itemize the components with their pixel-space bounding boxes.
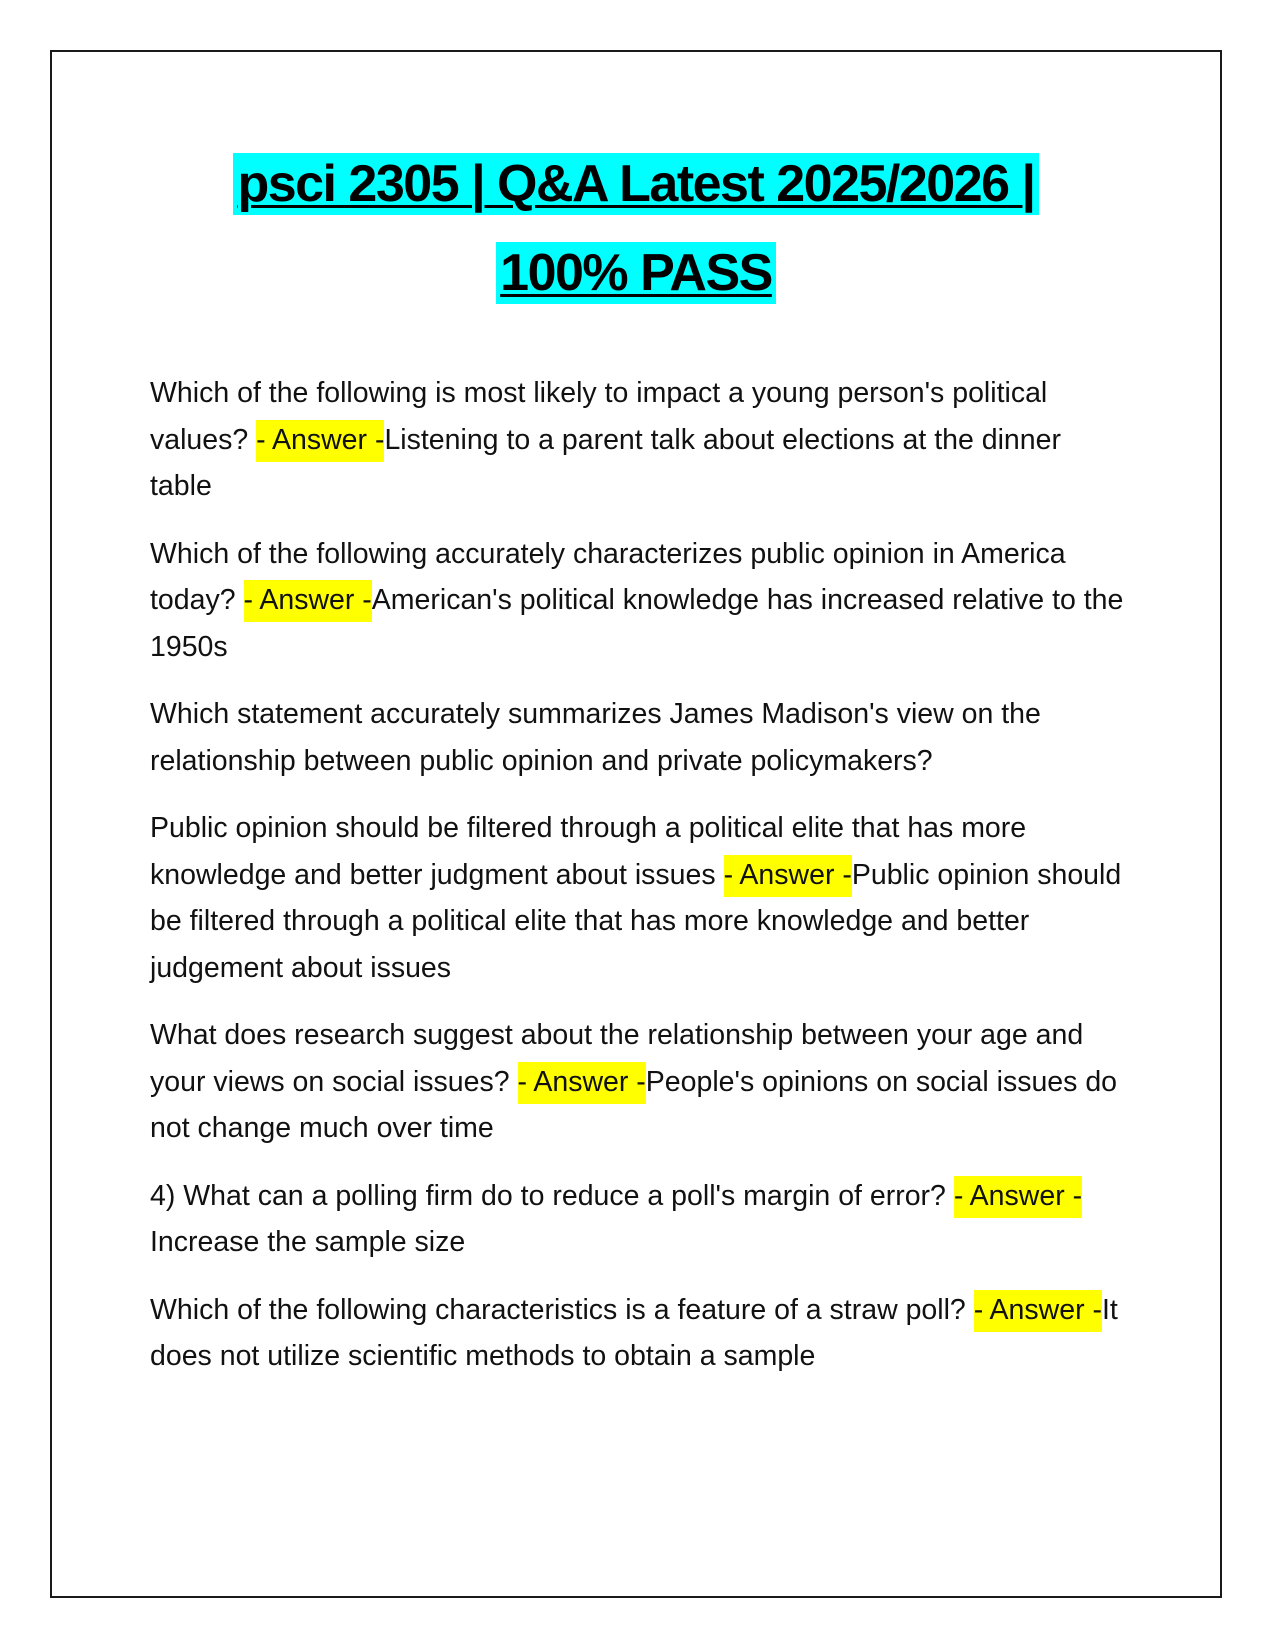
answer-text: People's opinions on social issues do not change much over time [150,1065,1118,1144]
answer-text: Public opinion should be filtered through a political elite that has more knowledge and better judgement about issues [150,858,1122,984]
answer-text: Listening to a parent talk about elections at the dinner table [150,423,1061,502]
qa-item-4 [150,805,1130,991]
answer-marker: - Answer - [954,1176,1082,1218]
question-text: What does research suggest about the relationship between your age and your views on social issues? [150,1019,1084,1098]
qa-item-6 [150,1173,1130,1266]
question-text: Public opinion should be filtered through a political elite that has more knowledge and better judgment about issues [150,812,1027,891]
title-line-2: 100% PASS [496,242,776,304]
question-text: Which of the following accurately characterizes public opinion in America today? [150,537,1066,616]
document-title [52,146,1220,324]
question-text: Which of the following characteristics is a feature of a straw poll? [150,1293,974,1326]
answer-text: American's political knowledge has increased relative to the 1950s [150,584,1124,663]
question-text: Which of the following is most likely to impact a young person's political values? [150,377,1048,456]
qa-item-7 [150,1287,1130,1380]
answer-text: It does not utilize scientific methods to obtain a sample [150,1293,1118,1372]
answer-text: Increase the sample size [150,1226,466,1258]
qa-item-2 [150,531,1130,671]
qa-item-5 [150,1012,1130,1152]
answer-marker: - Answer - [974,1290,1102,1332]
answer-marker: - Answer - [518,1062,646,1104]
qa-content [150,370,1130,1401]
question-text: Which statement accurately summarizes James Madison's view on the relationship between public opinion and private policymakers? [150,698,1041,777]
answer-marker: - Answer - [256,420,384,462]
qa-item-3 [150,691,1130,784]
question-text: 4) What can a polling firm do to reduce a poll's margin of error? [150,1179,954,1212]
answer-marker: - Answer - [244,580,372,622]
title-line-1: psci 2305 | Q&A Latest 2025/2026 | [233,153,1038,215]
qa-item-1 [150,370,1130,510]
answer-marker: - Answer - [724,855,852,897]
